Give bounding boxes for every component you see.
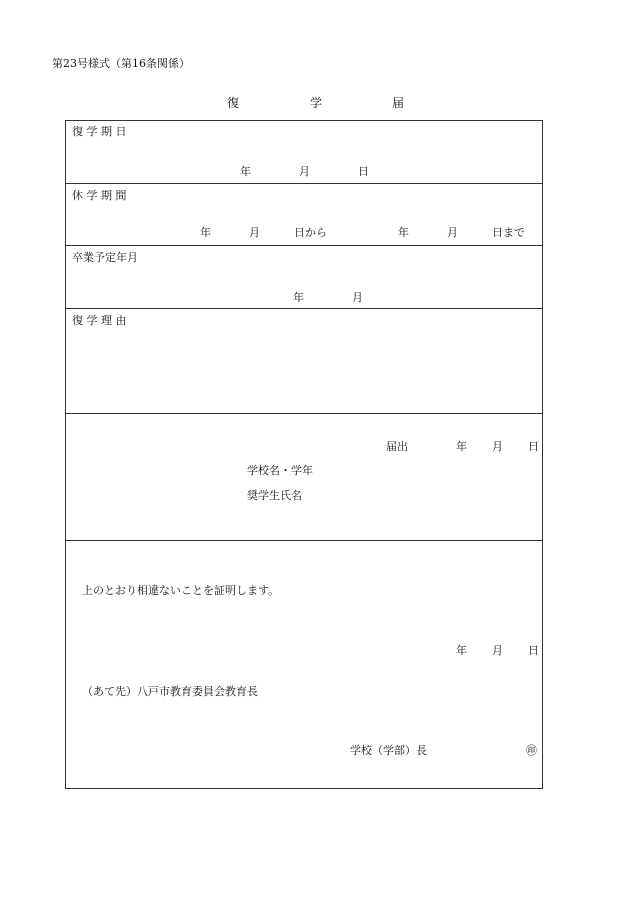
row-divider (65, 540, 543, 541)
leave-to-year: 年 (398, 226, 409, 239)
title-char-1: 復 (227, 96, 240, 110)
filed-label: 届出 (386, 440, 408, 453)
row-divider (65, 245, 543, 246)
certification-statement: 上のとおり相違ないことを証明します。 (82, 584, 280, 597)
return-date-month: 月 (299, 165, 310, 178)
leave-period-label: 休 学 期 間 (72, 189, 127, 202)
title-char-3: 届 (392, 96, 405, 110)
return-date-day: 日 (358, 165, 369, 178)
cert-month: 月 (492, 644, 503, 657)
return-date-label: 復 学 期 日 (72, 125, 127, 138)
leave-from-year: 年 (200, 226, 211, 239)
addressee: （あて先）八戸市教育委員会教育長 (82, 685, 258, 698)
principal-label: 学校（学部）長 (350, 744, 427, 757)
school-grade-label: 学校名・学年 (247, 464, 313, 477)
return-date-year: 年 (240, 165, 251, 178)
graduation-month: 月 (352, 291, 363, 304)
cert-day: 日 (528, 644, 539, 657)
title-char-2: 学 (310, 96, 323, 110)
row-divider (65, 308, 543, 309)
filed-year: 年 (456, 440, 467, 453)
leave-to-month: 月 (447, 226, 458, 239)
seal-mark: ㊞ (526, 744, 537, 757)
leave-from-month: 月 (249, 226, 260, 239)
graduation-year: 年 (293, 291, 304, 304)
cert-year: 年 (456, 644, 467, 657)
row-divider (65, 183, 543, 184)
filed-day: 日 (528, 440, 539, 453)
leave-from-day: 日から (294, 226, 327, 239)
student-name-label: 奨学生氏名 (247, 489, 302, 502)
leave-to-day: 日まで (492, 226, 525, 239)
form-number: 第23号様式（第16条関係） (52, 57, 190, 70)
graduation-label: 卒業予定年月 (72, 251, 138, 264)
filed-month: 月 (492, 440, 503, 453)
reason-label: 復 学 理 由 (72, 314, 127, 327)
row-divider (65, 413, 543, 414)
